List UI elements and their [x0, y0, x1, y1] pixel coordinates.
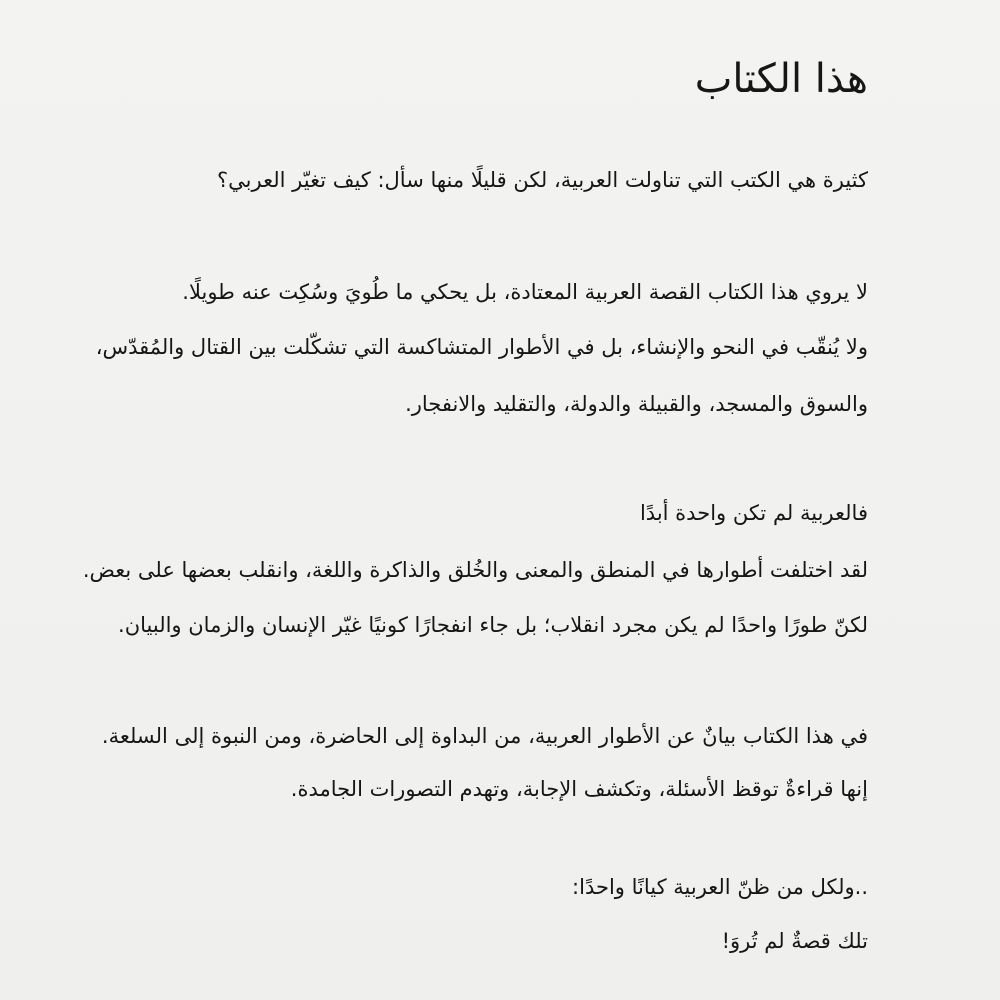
page-title: هذا الكتاب [694, 56, 868, 102]
section-3-heading-line: فالعربية لم تكن واحدة أبدًا [639, 501, 868, 525]
section-4-line-2: إنها قراءةٌ توقظ الأسئلة، وتكشف الإجابة، وتهدم التصورات الجامدة. [290, 777, 868, 801]
closing-line-2: تلك قصةٌ لم تُروَ! [721, 929, 868, 953]
section-2-line-2: ولا يُنقّب في النحو والإنشاء، بل في الأطوار المتشاكسة التي تشكّلت بين القتال والمُقدّس، [95, 335, 868, 359]
section-2-line-1: لا يروي هذا الكتاب القصة العربية المعتادة، بل يحكي ما طُويَ وسُكِت عنه طويلًا. [182, 280, 868, 304]
section-3-line-3: لكنّ طورًا واحدًا لم يكن مجرد انقلاب؛ بل جاء انفجارًا كونيًا غيّر الإنسان والزمان والبيان. [118, 613, 868, 637]
section-2-line-3: والسوق والمسجد، والقبيلة والدولة، والتقليد والانفجار. [405, 392, 868, 416]
section-3-line-2: لقد اختلفت أطوارها في المنطق والمعنى والخُلق والذاكرة واللغة، وانقلب بعضها على بعض. [82, 558, 868, 582]
section-4-line-1: في هذا الكتاب بيانٌ عن الأطوار العربية، من البداوة إلى الحاضرة، ومن النبوة إلى السلعة. [101, 724, 868, 748]
intro-paragraph: كثيرة هي الكتب التي تناولت العربية، لكن قليلًا منها سأل: كيف تغيّر العربي؟ [217, 168, 868, 192]
closing-line-1: ..ولكل من ظنّ العربية كيانًا واحدًا: [572, 875, 868, 899]
